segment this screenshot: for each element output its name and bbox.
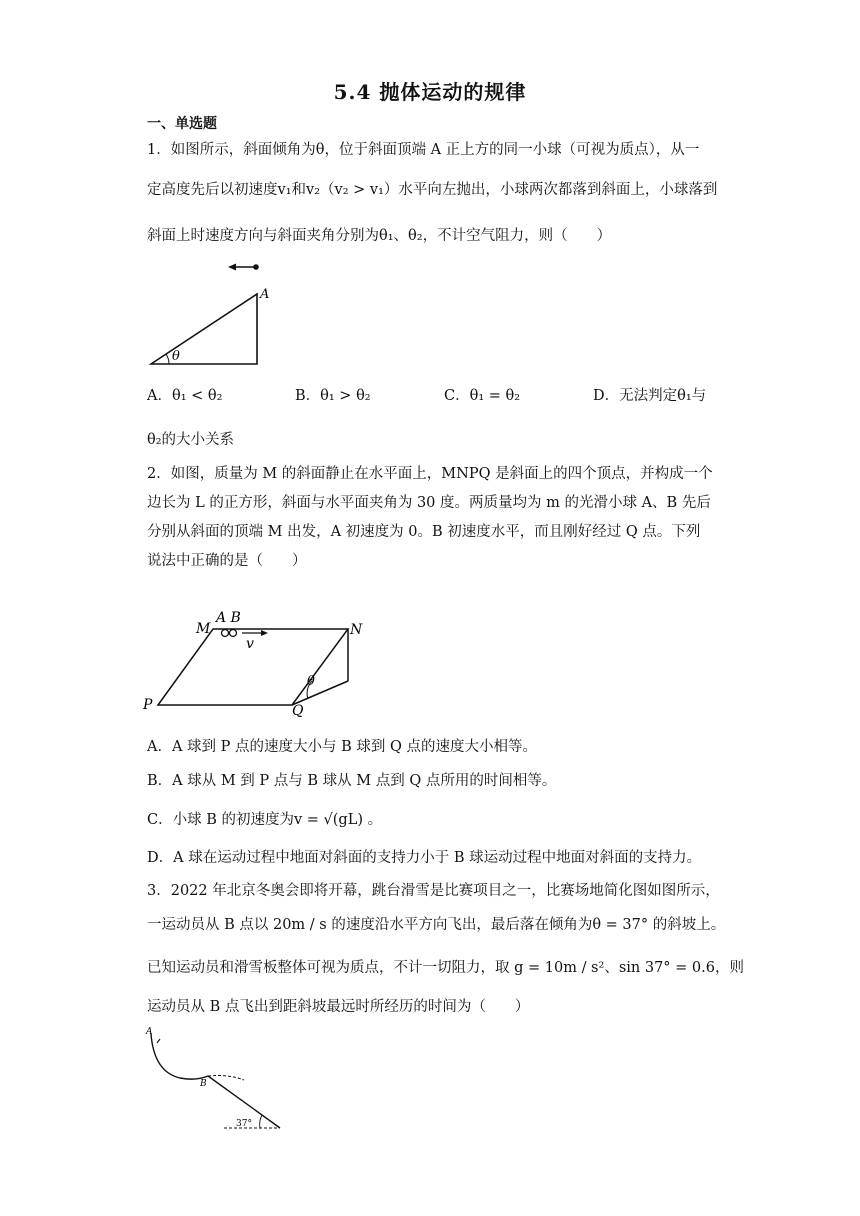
q2-option-d: D．A 球在运动过程中地面对斜面的支持力小于 B 球运动过程中地面对斜面的支持力。 bbox=[147, 850, 702, 866]
q2-option-b: B．A 球从 M 到 P 点与 B 球从 M 点到 Q 点所用的时间相等。 bbox=[147, 773, 557, 789]
q3-line-1: 3．2022 年北京冬奥会即将开幕，跳台滑雪是比赛项目之一，比赛场地简化图如图所示， bbox=[147, 883, 720, 899]
q1-option-d: D．无法判定θ₁与 bbox=[593, 388, 707, 404]
q3-angle-arc bbox=[260, 1115, 262, 1128]
q3-label-a: A bbox=[146, 1027, 153, 1037]
q2-label-theta: θ bbox=[307, 674, 315, 689]
q1-line-3: 斜面上时速度方向与斜面夹角分别为θ₁、θ₂，不计空气阻力，则（ ） bbox=[147, 228, 612, 244]
q3-ski-jump-figure bbox=[140, 1022, 290, 1134]
q1-arrowhead bbox=[228, 264, 236, 271]
q2-line-2: 边长为 L 的正方形，斜面与水平面夹角为 30 度。两质量均为 m 的光滑小球 A、B 先后 bbox=[147, 495, 711, 511]
q2-option-a: A．A 球到 P 点的速度大小与 B 球到 Q 点的速度大小相等。 bbox=[147, 739, 538, 755]
page-title: 5.4 抛体运动的规律 bbox=[333, 80, 527, 104]
q1-incline bbox=[151, 294, 257, 364]
q2-label-m: M bbox=[196, 621, 211, 637]
q1-option-b: B．θ₁ > θ₂ bbox=[295, 388, 371, 404]
q1-ball bbox=[253, 264, 259, 270]
q1-label-a: A bbox=[260, 287, 270, 302]
q2-label-v: v bbox=[246, 636, 254, 652]
q2-ball-b bbox=[230, 630, 237, 637]
q1-option-d-continued: θ₂的大小关系 bbox=[147, 432, 235, 448]
q2-arrowhead bbox=[261, 630, 268, 636]
q2-label-q: Q bbox=[292, 703, 304, 717]
q1-option-a: A．θ₁ < θ₂ bbox=[147, 388, 223, 404]
q2-ball-a bbox=[222, 630, 229, 637]
q3-line-4: 运动员从 B 点飞出到距斜坡最远时所经历的时间为（ ） bbox=[147, 999, 530, 1015]
q2-line-1: 2．如图，质量为 M 的斜面静止在水平面上，MNPQ 是斜面上的四个顶点，并构成一个 bbox=[147, 466, 713, 482]
q2-option-c: C．小球 B 的初速度为v = √(gL) 。 bbox=[147, 812, 383, 828]
q3-ramp-curve bbox=[151, 1034, 208, 1079]
q2-label-p: P bbox=[143, 697, 153, 713]
q1-option-c: C．θ₁ = θ₂ bbox=[444, 388, 521, 404]
section-heading: 一、单选题 bbox=[147, 116, 217, 132]
q2-label-ab: A B bbox=[216, 610, 241, 626]
q1-incline-figure bbox=[148, 258, 278, 370]
q1-line-1: 1．如图所示，斜面倾角为θ，位于斜面顶端 A 正上方的同一小球（可视为质点），从一 bbox=[147, 142, 700, 158]
q2-label-n: N bbox=[350, 622, 363, 638]
q1-label-theta: θ bbox=[172, 349, 180, 364]
q2-line-4: 说法中正确的是（ ） bbox=[147, 553, 307, 569]
q2-slope-figure bbox=[140, 605, 370, 717]
q3-line-2: 一运动员从 B 点以 20m / s 的速度沿水平方向飞出，最后落在倾角为θ = 37° 的斜坡上。 bbox=[147, 917, 726, 933]
q3-label-b: B bbox=[200, 1079, 207, 1089]
q3-label-angle: 37° bbox=[236, 1119, 252, 1129]
q3-line-3: 已知运动员和滑雪板整体可视为质点，不计一切阻力，取 g = 10m / s²、sin 37° = 0.6，则 bbox=[147, 960, 744, 976]
q1-angle-arc bbox=[166, 354, 169, 364]
q3-skier-arrow bbox=[157, 1039, 160, 1043]
q1-line-2: 定高度先后以初速度v₁和v₂（v₂ > v₁）水平向左抛出，小球两次都落到斜面上，小球落到 bbox=[147, 182, 718, 198]
q2-line-3: 分别从斜面的顶端 M 出发，A 初速度为 0。B 初速度水平，而且刚好经过 Q 点。下列 bbox=[147, 524, 701, 540]
